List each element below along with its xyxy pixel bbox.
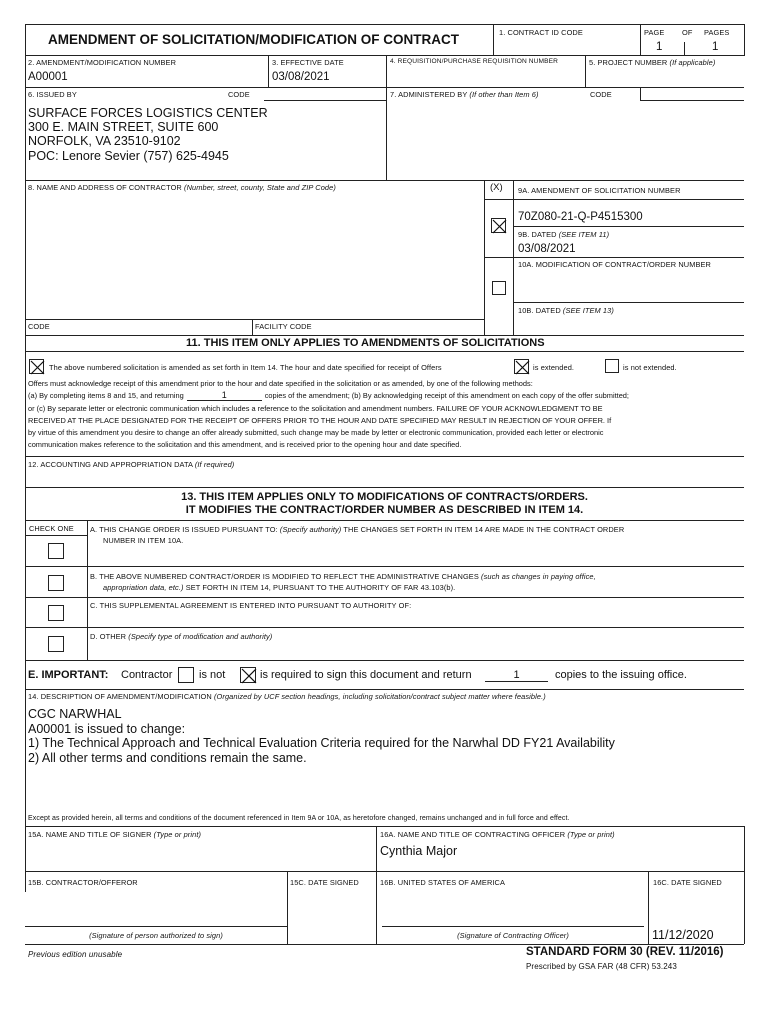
- rule: [25, 627, 744, 628]
- rule: [386, 55, 387, 180]
- checkbox-not-extended[interactable]: [605, 359, 619, 373]
- rule: [287, 871, 288, 944]
- admin-code-label: CODE: [590, 90, 612, 99]
- effective-date-value: 03/08/2021: [272, 71, 330, 83]
- check-one-label: CHECK ONE: [29, 524, 74, 533]
- form-number: STANDARD FORM 30 (REV. 11/2016): [526, 946, 724, 958]
- rule: [484, 199, 744, 200]
- rule: [25, 871, 744, 872]
- administered-by-label: 7. ADMINISTERED BY (If other than Item 6): [390, 90, 539, 99]
- except-note: Except as provided herein, all terms and conditions of the document referenced in Item 9A or 10A, as heretofore changed, remains unchanged and in full force and effect.: [28, 815, 570, 822]
- checkbox-13a[interactable]: [48, 543, 64, 559]
- signer-name-label: 15A. NAME AND TITLE OF SIGNER (Type or print): [28, 830, 202, 839]
- rule: [640, 100, 744, 101]
- accounting-label: 12. ACCOUNTING AND APPROPRIATION DATA (If required): [28, 460, 235, 469]
- page-label: PAGE: [644, 28, 665, 37]
- item11-title: 11. THIS ITEM ONLY APPLIES TO AMENDMENTS OF SOLICITATIONS: [186, 337, 545, 349]
- item13-title: 13. THIS ITEM APPLIES ONLY TO MODIFICATIONS OF CONTRACTS/ORDERS. IT MODIFIES THE CONTRACT/ORDER NUMBER AS DESCRIBED IN ITEM 14.: [181, 491, 588, 516]
- checkbox-is-not[interactable]: [178, 667, 194, 683]
- pages-label: PAGES: [704, 28, 730, 37]
- date-signed-15c-label: 15C. DATE SIGNED: [290, 878, 359, 887]
- rule: [25, 660, 744, 661]
- description-label: 14. DESCRIPTION OF AMENDMENT/MODIFICATION (Organized by UCF section headings, including solicitation/contract subject matter where feasible.): [28, 692, 546, 701]
- return-copies-count: 1: [485, 669, 548, 682]
- rule: [25, 456, 744, 457]
- contractor-label: 8. NAME AND ADDRESS OF CONTRACTOR (Number, street, county, State and ZIP Code): [28, 183, 336, 192]
- amend-number-label: 2. AMENDMENT/MODIFICATION NUMBER: [28, 58, 177, 67]
- dated-9b-value: 03/08/2021: [518, 243, 576, 255]
- signature-officer-caption: (Signature of Contracting Officer): [457, 931, 569, 940]
- rule: [25, 566, 744, 567]
- project-number-label: 5. PROJECT NUMBER (If applicable): [589, 58, 716, 67]
- x-mark-icon: [515, 360, 530, 375]
- option-c-text: C. THIS SUPPLEMENTAL AGREEMENT IS ENTERED INTO PURSUANT TO AUTHORITY OF:: [90, 601, 412, 610]
- is-required-label: is required to sign this document and return: [260, 669, 472, 681]
- rule: [25, 24, 744, 25]
- description-body: CGC NARWHAL A00001 is issued to change: 1) The Technical Approach and Technical Evaluation Criteria required for the Narwhal DD FY21 Availability 2) All other terms and conditions remain the same.: [28, 707, 615, 765]
- rule: [744, 24, 745, 56]
- rule: [513, 180, 514, 336]
- rule: [513, 226, 744, 227]
- important-label: E. IMPORTANT:: [28, 669, 109, 681]
- rule: [684, 42, 685, 55]
- item11-line1: The above numbered solicitation is amended as set forth in Item 14. The hour and date specified for receipt of Offers: [49, 363, 442, 372]
- rule: [513, 302, 744, 303]
- rule: [252, 319, 253, 336]
- checkbox-is-required[interactable]: [240, 667, 256, 683]
- checkbox-amended[interactable]: [29, 359, 44, 374]
- checkbox-13d[interactable]: [48, 636, 64, 652]
- item11-paragraph: Offers must acknowledge receipt of this amendment prior to the hour and date specified in the solicitation or as amended, by one of the following methods: (a) By completing items 8 and 15, and returning 1 copies of the amendment; (b) By acknowledging receipt of this amendment on each copy of the offer submitted; or (c) By separate letter or electronic communication which includes a reference to the solicitation and amendment numbers. FAILURE OF YOUR ACKNOWLEDGMENT TO BE RECEIVED AT THE PLACE DESIGNATED FOR THE RECEIPT OF OFFERS PRIOR TO THE HOUR AND DATE SPECIFIED MAY RESULT IN REJECTION OF YOUR OFFER. If by virtue of this amendment you desire to change an offer already submitted, such change may be made by letter or electronic communication, provided each letter or electronic communication makes reference to the solicitation and this amendment, and is received prior to the opening hour and date specified.: [28, 379, 629, 450]
- rule: [25, 55, 744, 56]
- rule: [25, 87, 744, 88]
- date-signed-value: 11/12/2020: [652, 928, 714, 942]
- checkbox-13b[interactable]: [48, 575, 64, 591]
- pages-value: 1: [712, 41, 719, 53]
- rule: [25, 826, 744, 827]
- rule: [25, 180, 744, 181]
- rule: [264, 100, 386, 101]
- rule: [25, 24, 26, 892]
- amend-solicitation-value: 70Z080-21-Q-P4515300: [518, 211, 643, 223]
- rule: [648, 871, 649, 944]
- return-copies-value: 1: [187, 390, 262, 401]
- effective-date-label: 3. EFFECTIVE DATE: [272, 58, 344, 67]
- rule: [268, 55, 269, 87]
- option-a-text: A. THIS CHANGE ORDER IS ISSUED PURSUANT TO: (Specify authority) THE CHANGES SET FORTH IN ITEM 14 ARE MADE IN THE CONTRACT ORDER NUMBER IN ITEM 10A.: [90, 525, 625, 545]
- usa-label: 16B. UNITED STATES OF AMERICA: [380, 878, 506, 887]
- requisition-label: 4. REQUISITION/PURCHASE REQUISITION NUMBER: [390, 58, 558, 65]
- x-column-label: (X): [490, 182, 503, 193]
- rule: [25, 319, 484, 320]
- prescribed-note: Prescribed by GSA FAR (48 CFR) 53.243: [526, 962, 677, 971]
- rule: [25, 351, 744, 352]
- rule: [25, 944, 744, 945]
- rule: [25, 335, 744, 336]
- date-signed-16c-label: 16C. DATE SIGNED: [653, 878, 722, 887]
- contractor-code-label: CODE: [28, 322, 50, 331]
- checkbox-10a[interactable]: [492, 281, 506, 295]
- dated-10b-label: 10B. DATED (SEE ITEM 13): [518, 306, 614, 315]
- rule: [484, 257, 744, 258]
- contractor-offeror-label: 15B. CONTRACTOR/OFFEROR: [28, 878, 138, 887]
- checkbox-13c[interactable]: [48, 605, 64, 621]
- issued-by-label: 6. ISSUED BY: [28, 90, 77, 99]
- x-mark-icon: [241, 668, 257, 684]
- rule: [640, 87, 641, 101]
- rule: [484, 180, 485, 336]
- x-mark-icon: [492, 219, 507, 234]
- rule: [25, 520, 744, 521]
- checkbox-extended[interactable]: [514, 359, 529, 374]
- officer-name-label: 16A. NAME AND TITLE OF CONTRACTING OFFICER (Type or print): [380, 830, 615, 839]
- x-mark-icon: [30, 360, 45, 375]
- rule: [585, 55, 586, 87]
- issuer-address: SURFACE FORCES LOGISTICS CENTER 300 E. MAIN STREET, SUITE 600 NORFOLK, VA 23510-9102 POC: Lenore Sevier (757) 625-4945: [28, 106, 268, 163]
- officer-name-value: Cynthia Major: [380, 844, 458, 858]
- page-value: 1: [656, 41, 663, 53]
- option-b-text: B. THE ABOVE NUMBERED CONTRACT/ORDER IS MODIFIED TO REFLECT THE ADMINISTRATIVE CHANGES (such as changes in paying office, appropriation data, etc.) SET FORTH IN ITEM 14, PURSUANT TO THE AUTHORITY OF FAR 43.103(b).: [90, 572, 596, 592]
- rule: [744, 826, 745, 944]
- rule: [376, 826, 377, 944]
- option-d-text: D. OTHER (Specify type of modification and authority): [90, 632, 273, 641]
- rule: [25, 535, 87, 536]
- contract-id-label: 1. CONTRACT ID CODE: [499, 28, 583, 37]
- amend-solicitation-label: 9A. AMENDMENT OF SOLICITATION NUMBER: [518, 186, 681, 195]
- rule: [25, 926, 287, 927]
- extended-label: is extended.: [533, 363, 575, 372]
- modification-number-label: 10A. MODIFICATION OF CONTRACT/ORDER NUMBER: [518, 260, 711, 269]
- copies-tail: copies to the issuing office.: [555, 669, 687, 681]
- rule: [25, 487, 744, 488]
- dated-9b-label: 9B. DATED (SEE ITEM 11): [518, 230, 610, 239]
- rule: [493, 24, 494, 56]
- facility-code-label: FACILITY CODE: [255, 322, 312, 331]
- previous-edition-note: Previous edition unusable: [28, 950, 123, 959]
- issued-code-label: CODE: [228, 90, 250, 99]
- rule: [87, 520, 88, 660]
- signature-person-caption: (Signature of person authorized to sign): [89, 931, 223, 940]
- contractor-word: Contractor: [121, 669, 173, 681]
- rule: [640, 24, 641, 56]
- amend-number-value: A00001: [28, 71, 68, 83]
- checkbox-9a[interactable]: [491, 218, 506, 233]
- of-label: OF: [682, 28, 693, 37]
- rule: [25, 597, 744, 598]
- form-title: AMENDMENT OF SOLICITATION/MODIFICATION OF CONTRACT: [48, 32, 459, 47]
- is-not-label: is not: [199, 669, 226, 681]
- not-extended-label: is not extended.: [623, 363, 677, 372]
- rule: [382, 926, 644, 927]
- rule: [25, 689, 744, 690]
